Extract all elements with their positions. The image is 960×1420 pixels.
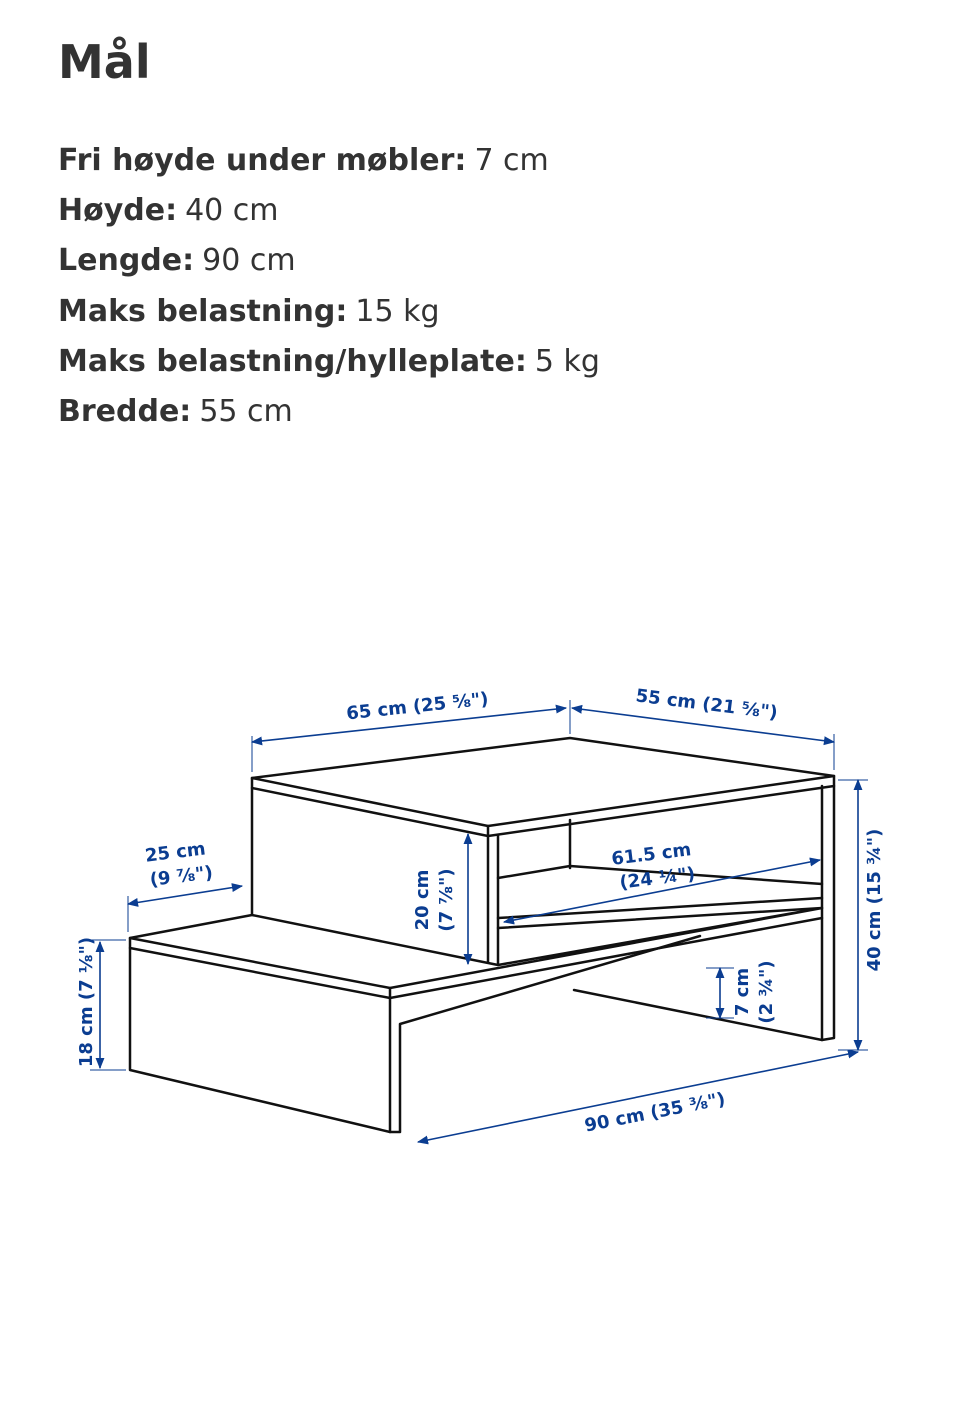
upper-top-surface <box>252 738 834 826</box>
label-step-depth-cm: 25 cm <box>143 838 207 867</box>
label-shelf-length-cm: 61.5 cm <box>610 839 693 870</box>
spec-label: Høyde: <box>58 193 178 229</box>
label-shelf-gap-cm: 20 cm <box>412 869 433 931</box>
lower-top-surface <box>130 908 822 988</box>
page-title: Mål <box>58 35 151 89</box>
label-shelf-length-in: (24 ¼") <box>618 863 697 894</box>
label-total-length: 90 cm (35 ⅜") <box>582 1088 728 1137</box>
table-outline <box>130 738 834 1132</box>
spec-label: Fri høyde under møbler: <box>58 143 467 178</box>
spec-label: Maks belastning: <box>58 293 348 329</box>
spec-label: Bredde: <box>58 394 192 430</box>
spec-value: 7 cm <box>474 143 549 178</box>
label-shelf-gap-in: (7 ⅞") <box>436 868 457 932</box>
spec-value: 90 cm <box>202 243 296 279</box>
label-top-width: 55 cm (21 ⅝") <box>634 685 779 724</box>
spec-value: 5 kg <box>534 343 600 379</box>
spec-value: 15 kg <box>355 293 440 329</box>
label-clearance-cm: 7 cm <box>732 967 753 1017</box>
label-step-depth-in: (9 ⅞") <box>148 862 215 891</box>
label-total-height: 40 cm (15 ¾") <box>864 828 885 972</box>
label-clearance-in: (2 ¾") <box>756 960 777 1024</box>
spec-label: Lengde: <box>58 243 195 279</box>
label-step-height: 18 cm (7 ⅛") <box>76 936 97 1068</box>
spec-label: Maks belastning/hylleplate: <box>58 343 527 379</box>
label-top-length: 65 cm (25 ⅝") <box>345 688 490 725</box>
upper-right-panel <box>822 786 834 1040</box>
spec-value: 40 cm <box>185 193 279 229</box>
upper-divider-panel <box>488 835 498 965</box>
spec-value: 55 cm <box>199 394 293 430</box>
